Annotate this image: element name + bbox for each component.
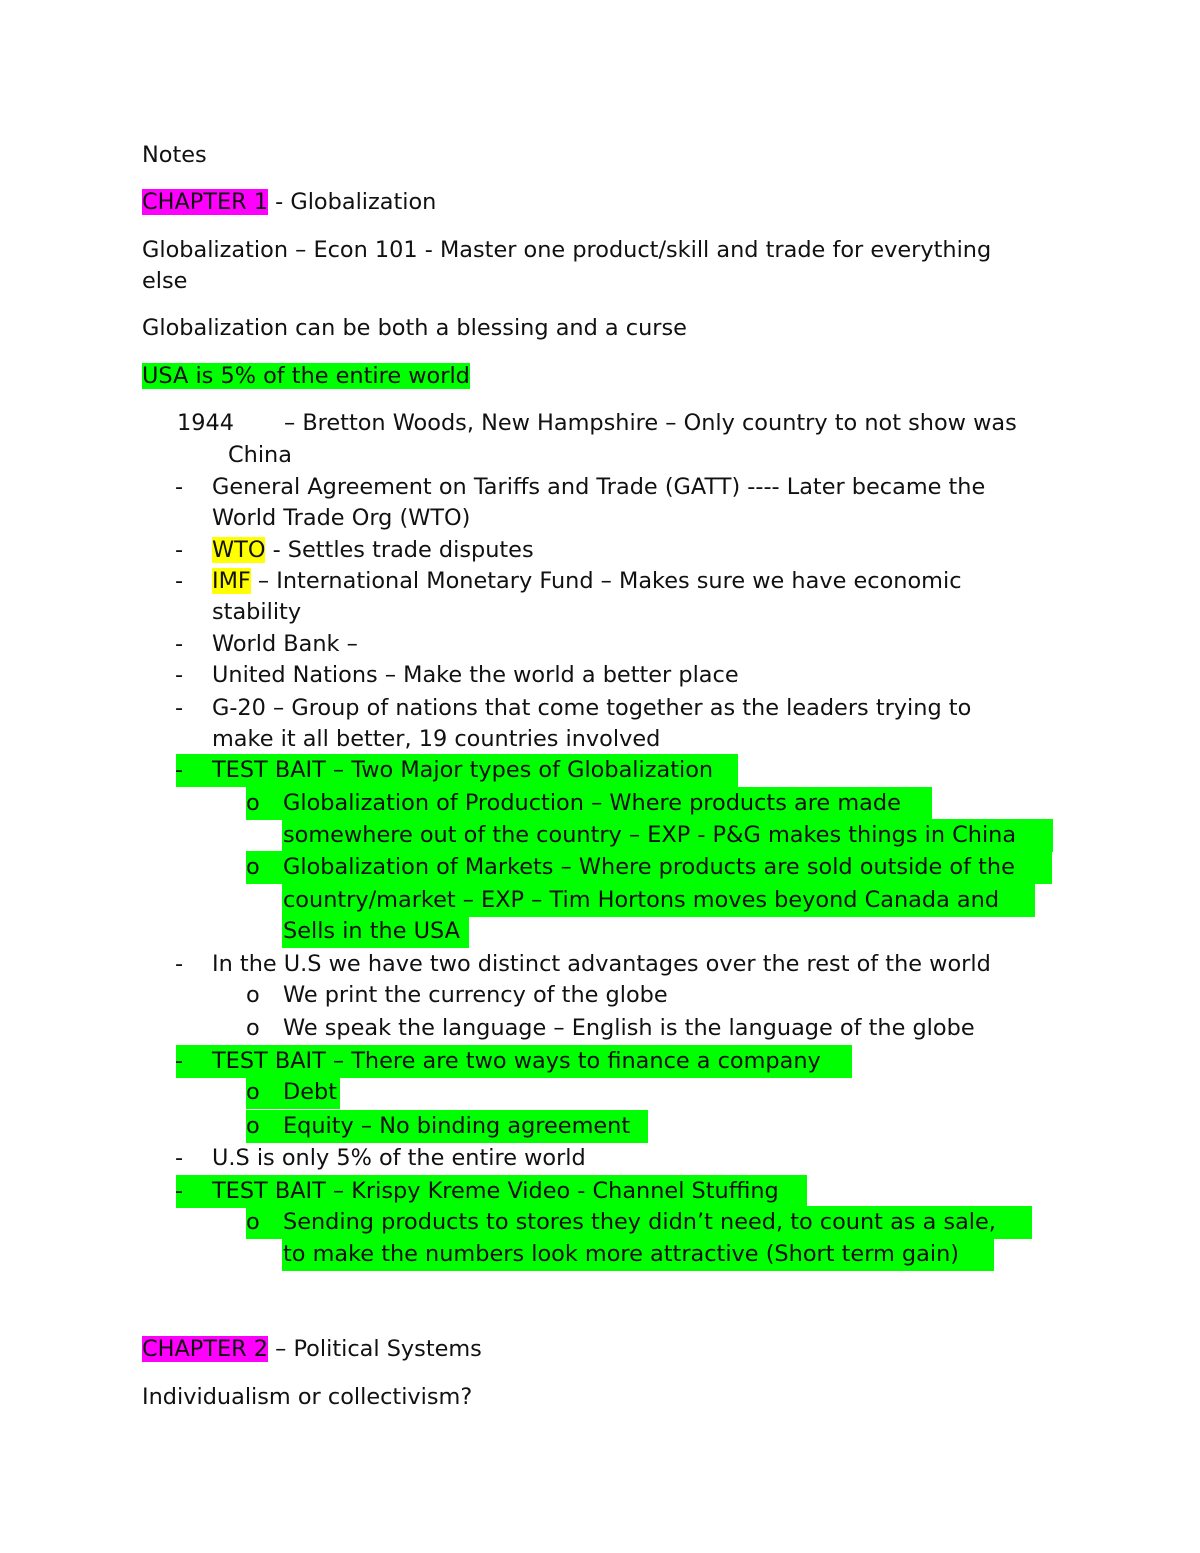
usa-5pct-highlight: USA is 5% of the entire world bbox=[142, 363, 470, 389]
paragraph-usa-5pct bbox=[142, 360, 470, 392]
bullet-dash: - bbox=[175, 951, 184, 977]
item-channel-stuffing-line1: Sending products to stores they didn’t need, to count as a sale, bbox=[283, 1209, 996, 1235]
bullet-dash: - bbox=[175, 1178, 184, 1204]
item-equity: Equity – No binding agreement bbox=[283, 1113, 631, 1139]
bullet-circle: o bbox=[246, 790, 260, 816]
paragraph-individualism: Individualism or collectivism? bbox=[142, 1384, 473, 1410]
bullet-circle: o bbox=[246, 854, 260, 880]
doc-title: Notes bbox=[142, 142, 207, 168]
chapter-1-heading bbox=[142, 186, 436, 218]
item-currency: We print the currency of the globe bbox=[283, 982, 668, 1008]
item-us-5pct: U.S is only 5% of the entire world bbox=[212, 1145, 586, 1171]
item-testbait-krispy-kreme: TEST BAIT – Krispy Kreme Video - Channel Stuffing bbox=[212, 1178, 779, 1204]
bullet-circle: o bbox=[246, 1015, 260, 1041]
item-globalization-production-line2: somewhere out of the country – EXP - P&G makes things in China bbox=[283, 822, 1017, 848]
item-united-nations: United Nations – Make the world a better place bbox=[212, 662, 739, 688]
item-testbait-finance: TEST BAIT – There are two ways to finance a company bbox=[212, 1048, 821, 1074]
chapter-2-title: – Political Systems bbox=[268, 1336, 482, 1362]
item-imf-line1 bbox=[212, 565, 962, 597]
item-world-bank: World Bank – bbox=[212, 631, 358, 657]
chapter-1-title: - Globalization bbox=[268, 189, 437, 215]
item-globalization-markets-line1: Globalization of Markets – Where products are sold outside of the bbox=[283, 854, 1015, 880]
bullet-dash: - bbox=[175, 757, 184, 783]
bullet-dash: - bbox=[175, 695, 184, 721]
item-gatt-line1: General Agreement on Tariffs and Trade (GATT) ---- Later became the bbox=[212, 474, 986, 500]
item-g20-line1: G-20 – Group of nations that come together as the leaders trying to bbox=[212, 695, 972, 721]
bullet-circle: o bbox=[246, 982, 260, 1008]
bullet-circle: o bbox=[246, 1079, 260, 1105]
item-gatt-line2: World Trade Org (WTO) bbox=[212, 505, 471, 531]
item-debt: Debt bbox=[283, 1079, 338, 1105]
bullet-dash: - bbox=[175, 662, 184, 688]
item-us-advantages: In the U.S we have two distinct advantages over the rest of the world bbox=[212, 951, 991, 977]
item-language: We speak the language – English is the language of the globe bbox=[283, 1015, 975, 1041]
chapter-1-label: CHAPTER 1 bbox=[142, 189, 269, 215]
item-globalization-production-line1: Globalization of Production – Where products are made bbox=[283, 790, 901, 816]
chapter-2-heading bbox=[142, 1333, 482, 1365]
bullet-dash: - bbox=[175, 1048, 184, 1074]
bullet-circle: o bbox=[246, 1209, 260, 1235]
item-globalization-markets-line3: Sells in the USA bbox=[283, 918, 460, 944]
paragraph-blessing: Globalization can be both a blessing and a curse bbox=[142, 315, 687, 341]
chapter-2-label: CHAPTER 2 bbox=[142, 1336, 269, 1362]
bullet-dash: - bbox=[175, 474, 184, 500]
bullet-dash: - bbox=[175, 1145, 184, 1171]
imf-desc: – International Monetary Fund – Makes sure we have economic bbox=[250, 568, 962, 594]
item-imf-line2: stability bbox=[212, 599, 302, 625]
item-wto bbox=[212, 534, 534, 566]
item-globalization-markets-line2: country/market – EXP – Tim Hortons moves beyond Canada and bbox=[283, 887, 1000, 913]
imf-label: IMF bbox=[212, 568, 251, 594]
bullet-circle: o bbox=[246, 1113, 260, 1139]
bullet-dash: - bbox=[175, 568, 184, 594]
wto-label: WTO bbox=[212, 537, 266, 563]
item-1944-year: 1944 bbox=[177, 410, 234, 436]
item-testbait-globalization: TEST BAIT – Two Major types of Globalization bbox=[212, 757, 714, 783]
paragraph-econ-line2: else bbox=[142, 268, 188, 294]
bullet-dash: - bbox=[175, 631, 184, 657]
bullet-dash: - bbox=[175, 537, 184, 563]
item-1944-line2: China bbox=[228, 442, 292, 468]
item-channel-stuffing-line2: to make the numbers look more attractive (Short term gain) bbox=[283, 1241, 960, 1267]
paragraph-econ-line1: Globalization – Econ 101 - Master one product/skill and trade for everything bbox=[142, 237, 992, 263]
item-g20-line2: make it all better, 19 countries involved bbox=[212, 726, 661, 752]
item-1944-line1: – Bretton Woods, New Hampshire – Only country to not show was bbox=[284, 410, 1017, 436]
wto-desc: - Settles trade disputes bbox=[265, 537, 534, 563]
